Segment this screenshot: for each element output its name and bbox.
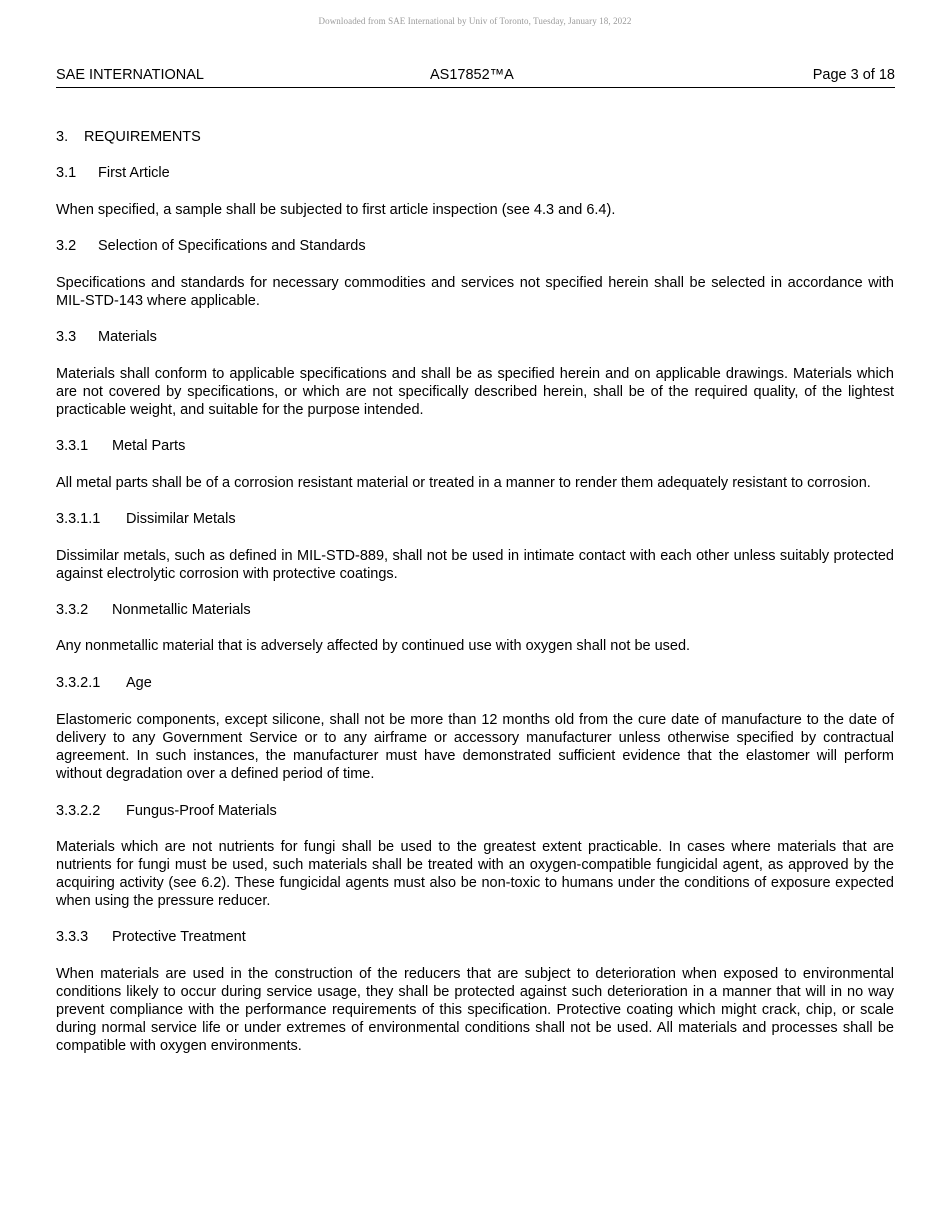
section-number: 3. bbox=[56, 129, 69, 145]
document-body bbox=[56, 128, 894, 1055]
section-title: Fungus-Proof Materials bbox=[126, 803, 277, 819]
paragraph-protective-treatment: When materials are used in the construction of the reducers that are subject to deterioration when exposed to environmental conditions likely to occur during service usage, they shall be protected against such deterioration in a manner that will in no way prevent compliance with the performance requirements of this specification. Protective coating which might crack, chip, or scale during normal service life or under extremes of environmental conditions shall not be used. All materials and processes shall be compatible with oxygen environments. bbox=[56, 966, 894, 1054]
section-number: 3.3.2 bbox=[56, 602, 89, 618]
section-title: Age bbox=[126, 675, 152, 691]
paragraph-age: Elastomeric components, except silicone, shall not be more than 12 months old from the cure date of manufacture to the date of delivery to any Government Service or to any airframe or accessory manufacturer unless otherwise specified by contractual agreement. In such instances, the manufacturer must have demonstrated sufficient evidence that the elastomer will perform without degradation over a defined period of time. bbox=[56, 712, 894, 782]
paragraph-materials: Materials shall conform to applicable specifications and shall be as specified herein and on applicable drawings. Materials which are not covered by specifications, or which are not specifically described herein, shall be of the required quality, of the lightest practicable weight, and suitable for the purpose intended. bbox=[56, 366, 894, 418]
section-heading-3-3 bbox=[56, 328, 894, 346]
paragraph-nonmetallic: Any nonmetallic material that is adversely affected by continued use with oxygen shall not be used. bbox=[56, 638, 691, 654]
section-number: 3.3.2.1 bbox=[56, 675, 101, 691]
section-title: Metal Parts bbox=[112, 438, 186, 454]
download-watermark: Downloaded from SAE International by Univ of Toronto, Tuesday, January 18, 2022 bbox=[318, 16, 632, 26]
section-heading-3 bbox=[56, 128, 894, 146]
section-number: 3.3.3 bbox=[56, 929, 89, 945]
section-number: 3.3.1 bbox=[56, 438, 89, 454]
section-number: 3.3.2.2 bbox=[56, 803, 101, 819]
section-heading-3-3-1-1 bbox=[56, 510, 894, 528]
paragraph-dissimilar-metals: Dissimilar metals, such as defined in MIL-STD-889, shall not be used in intimate contact with each other unless suitably protected against electrolytic corrosion with protective coatings. bbox=[56, 548, 894, 582]
header-document-number: AS17852™A bbox=[430, 67, 514, 83]
section-number: 3.3.1.1 bbox=[56, 511, 101, 527]
section-heading-3-3-2-2 bbox=[56, 802, 894, 820]
section-title: Nonmetallic Materials bbox=[112, 602, 251, 618]
paragraph-first-article: When specified, a sample shall be subjected to first article inspection (see 4.3 and 6.4). bbox=[56, 202, 616, 218]
header-publisher: SAE INTERNATIONAL bbox=[56, 67, 204, 83]
section-title: Materials bbox=[98, 329, 157, 345]
header-page-number: Page 3 of 18 bbox=[812, 67, 895, 83]
section-heading-3-3-3 bbox=[56, 928, 894, 946]
paragraph-specifications: Specifications and standards for necessary commodities and services not specified herein shall be selected in accordance with MIL-STD-143 where applicable. bbox=[56, 275, 894, 309]
section-heading-3-3-2-1 bbox=[56, 674, 894, 692]
section-title: First Article bbox=[98, 165, 170, 181]
section-heading-3-2 bbox=[56, 237, 894, 255]
section-heading-3-3-1 bbox=[56, 437, 894, 455]
section-number: 3.2 bbox=[56, 238, 77, 254]
section-heading-3-1 bbox=[56, 164, 894, 182]
section-title: Dissimilar Metals bbox=[126, 511, 236, 527]
paragraph-fungus-proof: Materials which are not nutrients for fungi shall be used to the greatest extent practicable. In cases where materials that are nutrients for fungi must be used, such materials shall be treated with an oxygen-compatible fungicidal agent, as approved by the acquiring activity (see 6.2). These fungicidal agents must also be non-toxic to humans under the conditions of exposure expected when using the pressure reducer. bbox=[56, 839, 894, 909]
section-number: 3.1 bbox=[56, 165, 77, 181]
section-number: 3.3 bbox=[56, 329, 77, 345]
section-title: Protective Treatment bbox=[112, 929, 246, 945]
section-title: REQUIREMENTS bbox=[84, 129, 201, 145]
paragraph-metal-parts: All metal parts shall be of a corrosion resistant material or treated in a manner to render them adequately resistant to corrosion. bbox=[56, 475, 871, 491]
section-title: Selection of Specifications and Standards bbox=[98, 238, 366, 254]
page-header bbox=[56, 67, 895, 88]
section-heading-3-3-2 bbox=[56, 601, 894, 619]
